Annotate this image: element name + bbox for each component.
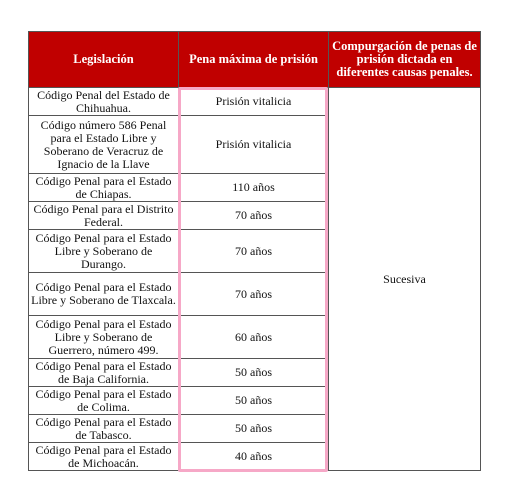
header-max-penalty: Pena máxima de prisión	[179, 32, 329, 88]
penalty-cell: 40 años	[179, 443, 329, 471]
penalty-cell: 70 años	[179, 230, 329, 273]
law-cell: Código Penal para el Estado de Colima.	[29, 387, 179, 415]
law-cell: Código Penal para el Estado de Michoacán.	[29, 443, 179, 471]
penalty-cell: 60 años	[179, 316, 329, 359]
penalty-cell: Prisión vitalicia	[179, 88, 329, 116]
law-cell: Código Penal para el Estado Libre y Soberano de Durango.	[29, 230, 179, 273]
penalty-cell: 70 años	[179, 202, 329, 230]
law-cell: Código Penal para el Estado Libre y Soberano de Guerrero, número 499.	[29, 316, 179, 359]
legislation-table	[28, 31, 481, 471]
legislation-table-wrapper	[28, 31, 480, 471]
penalty-cell: 50 años	[179, 359, 329, 387]
header-compurgation: Compurgación de penas de prisión dictada en diferentes causas penales.	[329, 32, 481, 88]
table-header-row	[29, 32, 481, 88]
penalty-cell: 50 años	[179, 415, 329, 443]
penalty-cell: 70 años	[179, 273, 329, 316]
law-cell: Código Penal para el Estado de Baja California.	[29, 359, 179, 387]
law-cell: Código Penal para el Estado de Chiapas.	[29, 174, 179, 202]
penalty-cell: Prisión vitalicia	[179, 116, 329, 174]
law-cell: Código Penal para el Estado de Tabasco.	[29, 415, 179, 443]
penalty-cell: 110 años	[179, 174, 329, 202]
law-cell: Código Penal del Estado de Chihuahua.	[29, 88, 179, 116]
law-cell: Código Penal para el Distrito Federal.	[29, 202, 179, 230]
header-legislation: Legislación	[29, 32, 179, 88]
table-row	[29, 88, 481, 116]
compurgation-cell: Sucesiva	[329, 88, 481, 471]
penalty-cell: 50 años	[179, 387, 329, 415]
law-cell: Código Penal para el Estado Libre y Soberano de Tlaxcala.	[29, 273, 179, 316]
law-cell: Código número 586 Penal para el Estado Libre y Soberano de Veracruz de Ignacio de la Llave	[29, 116, 179, 174]
